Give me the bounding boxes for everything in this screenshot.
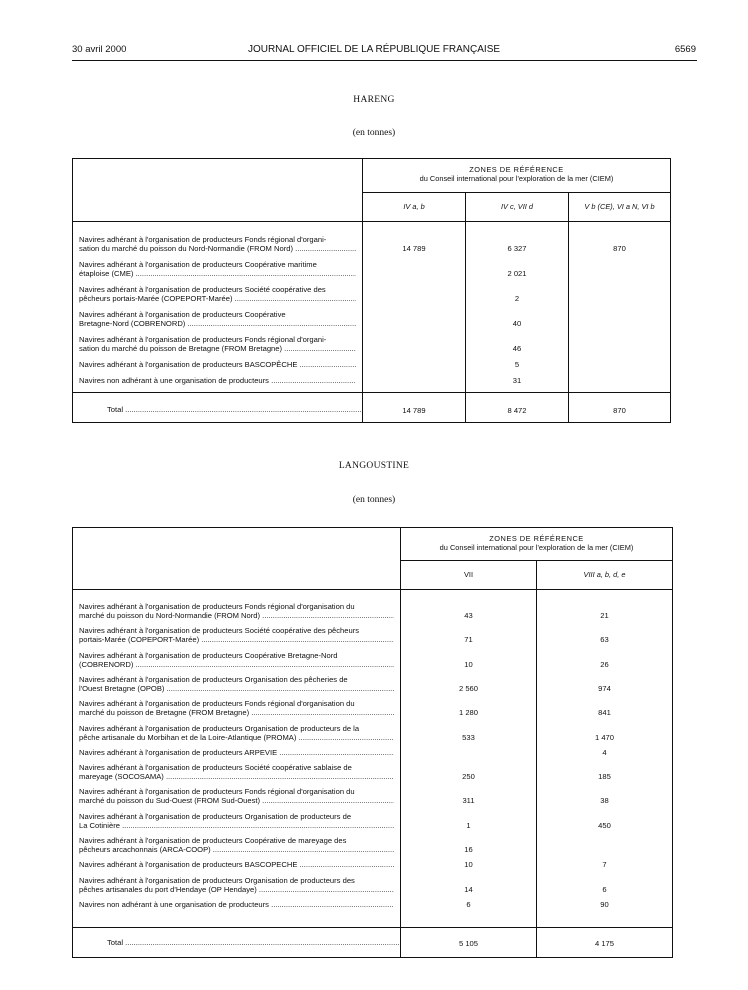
langoustine-row-label xyxy=(73,651,400,669)
langoustine-row-value: 14 xyxy=(464,884,473,894)
hareng-row-labels xyxy=(73,222,363,393)
hareng-row-label-line: Navires adhérant à l'organisation de producteurs Coopérative xyxy=(79,310,286,319)
hareng-row-label xyxy=(73,260,362,278)
hareng-table xyxy=(72,158,671,423)
header-rule xyxy=(72,60,697,61)
langoustine-row-label xyxy=(73,812,400,830)
hareng-row-label xyxy=(73,360,362,369)
langoustine-row-label-line: pêche artisanale du Morbihan et de la Loire-Atlantique (PROMA) ..... xyxy=(79,733,394,742)
langoustine-total-value: 5 105 xyxy=(401,928,537,958)
langoustine-total-value: 4 175 xyxy=(537,928,673,958)
langoustine-row-label-line: Navires adhérant à l'organisation de producteurs Fonds régional d'organisation du xyxy=(79,787,355,797)
langoustine-row-label xyxy=(73,763,400,781)
langoustine-row-value: 2 560 xyxy=(458,683,478,693)
langoustine-col-header: VIII a, b, d, e xyxy=(537,561,673,590)
hareng-row-label-line: Navires adhérant à l'organisation de producteurs Société coopérative des xyxy=(79,285,326,294)
hareng-row-value: 870 xyxy=(613,244,626,253)
langoustine-col-header: VII xyxy=(401,561,537,590)
hareng-row-label-line: Navires adhérant à l'organisation de producteurs Fonds régional d'organi- xyxy=(79,235,327,244)
langoustine-row-value: 4 xyxy=(602,747,607,757)
langoustine-row-label-line: La Cotinière ..... xyxy=(79,821,394,830)
langoustine-row-value: 16 xyxy=(464,845,473,854)
langoustine-row-label-line: Navires non adhérant à une organisation de producteurs ..... xyxy=(79,900,394,909)
hareng-col-header: V b (CE), VI a N, VI b xyxy=(569,193,671,222)
langoustine-row-label xyxy=(73,626,400,644)
hareng-row-label xyxy=(73,335,362,353)
hareng-col-header: IV a, b xyxy=(363,193,466,222)
hareng-row-value: 46 xyxy=(512,344,522,353)
langoustine-row-value: 974 xyxy=(598,683,611,693)
hareng-row-label-line: sation du marché du poisson du Nord-Normandie (FROM Nord) ..... xyxy=(79,244,356,253)
langoustine-row-value: 21 xyxy=(600,611,609,620)
langoustine-row-value: 533 xyxy=(462,732,475,742)
hareng-row-label-line: étaploise (CME) ..... xyxy=(79,269,356,278)
langoustine-row-value: 1 xyxy=(466,820,471,830)
langoustine-row-label-line: l'Ouest Bretagne (OPOB) ..... xyxy=(79,684,394,693)
langoustine-col-values xyxy=(537,590,673,928)
langoustine-row-label-line: marché du poisson du Sud-Ouest (FROM Sud-Ouest) ..... xyxy=(79,796,394,805)
langoustine-row-value: 1 280 xyxy=(458,708,478,718)
langoustine-row-label-line: Navires adhérant à l'organisation de producteurs Coopérative Bretagne-Nord xyxy=(79,650,338,660)
langoustine-row-value: 6 xyxy=(466,899,471,909)
hareng-row-label-line: pêcheurs portais-Marée (COPEPORT-Marée) ..... xyxy=(79,294,356,303)
langoustine-zones-title: ZONES DE RÉFÉRENCE xyxy=(489,534,584,543)
hareng-row-label xyxy=(73,376,362,385)
hareng-row-value: 5 xyxy=(514,360,520,369)
hareng-total-value: 8 472 xyxy=(466,393,569,423)
langoustine-table xyxy=(72,527,673,958)
langoustine-row-label-line: portais-Marée (COPEPORT-Marée) ..... xyxy=(79,635,394,644)
langoustine-row-label xyxy=(73,602,400,620)
langoustine-row-label-line: Navires adhérant à l'organisation de producteurs Organisation de producteurs de xyxy=(79,811,352,821)
hareng-col-values xyxy=(466,222,569,393)
langoustine-row-label-line: pêcheurs arcachonnais (ARCA-COOP) ..... xyxy=(79,845,394,854)
langoustine-row-value: 38 xyxy=(600,796,609,806)
langoustine-row-value: 450 xyxy=(598,820,611,830)
hareng-row-value: 6 327 xyxy=(507,244,527,253)
langoustine-row-label xyxy=(73,860,400,869)
langoustine-row-value: 311 xyxy=(462,796,475,806)
langoustine-row-label xyxy=(73,876,400,894)
langoustine-row-label xyxy=(73,787,400,805)
hareng-title: HARENG xyxy=(353,95,395,105)
langoustine-row-value: 10 xyxy=(464,659,473,669)
hareng-col-values xyxy=(363,222,466,393)
langoustine-row-value: 26 xyxy=(600,659,609,669)
hareng-total-value: 870 xyxy=(569,393,671,423)
hareng-col-values xyxy=(569,222,671,393)
hareng-row-label-line: sation du marché du poisson de Bretagne (FROM Bretagne) ..... xyxy=(79,344,356,353)
langoustine-zones-subtitle: du Conseil international pour l'exploration de la mer (CIEM) xyxy=(439,543,634,552)
hareng-row-label-line: Navires non adhérant à une organisation de producteurs ..... xyxy=(79,376,356,385)
langoustine-row-value: 6 xyxy=(602,884,607,894)
page-number: 6569 xyxy=(674,44,696,55)
langoustine-row-label xyxy=(73,900,400,909)
langoustine-row-value: 90 xyxy=(600,899,609,909)
langoustine-unit: (en tonnes) xyxy=(352,495,396,505)
langoustine-title: LANGOUSTINE xyxy=(338,461,410,471)
langoustine-row-label xyxy=(73,699,400,717)
langoustine-row-label-line: Navires adhérant à l'organisation de producteurs Société coopérative sablaise de xyxy=(79,763,352,773)
langoustine-row-label xyxy=(73,675,400,693)
langoustine-row-value: 1 470 xyxy=(595,732,615,742)
langoustine-zones-header xyxy=(401,528,673,561)
langoustine-row-label-line: Navires adhérant à l'organisation de producteurs Organisation de producteurs des xyxy=(79,875,355,885)
hareng-total-value: 14 789 xyxy=(363,393,466,423)
hareng-zones-header xyxy=(363,159,671,193)
langoustine-row-label-line: Navires adhérant à l'organisation de producteurs Fonds régional d'organisation du xyxy=(79,602,355,611)
langoustine-row-value: 7 xyxy=(602,860,607,870)
langoustine-row-value: 841 xyxy=(598,708,611,718)
hareng-row-label-line: Navires adhérant à l'organisation de producteurs Fonds régional d'organi- xyxy=(79,335,327,344)
langoustine-row-label-line: marché du poisson de Bretagne (FROM Bretagne) ..... xyxy=(79,708,394,717)
langoustine-row-label-line: Navires adhérant à l'organisation de producteurs BASCOPECHE ..... xyxy=(79,860,394,869)
langoustine-row-label xyxy=(73,836,400,854)
langoustine-row-label xyxy=(73,748,400,757)
hareng-row-label-line: Navires adhérant à l'organisation de producteurs BASCOPÊCHE ..... xyxy=(79,360,356,369)
hareng-row-value: 2 xyxy=(514,294,520,303)
langoustine-row-label-line: mareyage (SOCOSAMA) ..... xyxy=(79,772,394,781)
langoustine-total-label: Total ..... xyxy=(73,928,401,958)
langoustine-row-value: 185 xyxy=(598,772,611,782)
hareng-total-label: Total ..... xyxy=(73,393,363,423)
hareng-row-value: 31 xyxy=(512,376,522,385)
langoustine-row-value: 71 xyxy=(464,635,473,645)
header-title: JOURNAL OFFICIEL DE LA RÉPUBLIQUE FRANÇAISE xyxy=(247,44,501,55)
hareng-row-value: 2 021 xyxy=(507,269,527,278)
hareng-row-label xyxy=(73,235,362,253)
langoustine-row-value: 63 xyxy=(600,635,609,645)
hareng-col-header: IV c, VII d xyxy=(466,193,569,222)
hareng-row-label xyxy=(73,310,362,328)
hareng-row-label xyxy=(73,285,362,303)
langoustine-row-label-line: Navires adhérant à l'organisation de producteurs Coopérative de mareyage des xyxy=(79,836,347,845)
langoustine-row-label-line: pêches artisanales du port d'Hendaye (OP Hendaye) ..... xyxy=(79,885,394,894)
hareng-row-value: 14 789 xyxy=(402,244,426,253)
langoustine-row-value: 43 xyxy=(464,611,473,620)
hareng-row-label-line: Navires adhérant à l'organisation de producteurs Coopérative maritime xyxy=(79,260,317,269)
langoustine-row-value: 250 xyxy=(462,772,475,782)
hareng-row-value: 40 xyxy=(512,319,522,328)
hareng-row-label-line: Bretagne-Nord (COBRENORD) ..... xyxy=(79,319,356,328)
langoustine-row-value: 10 xyxy=(464,860,473,870)
hareng-unit: (en tonnes) xyxy=(352,128,396,138)
langoustine-row-labels xyxy=(73,590,401,928)
langoustine-row-label-line: Navires adhérant à l'organisation de producteurs ARPEVIE ..... xyxy=(79,748,394,757)
langoustine-row-label-line: (COBRENORD) ..... xyxy=(79,660,394,669)
langoustine-row-label xyxy=(73,724,400,742)
header-date: 30 avril 2000 xyxy=(72,44,127,55)
langoustine-row-label-line: Navires adhérant à l'organisation de producteurs Organisation des pêcheries de xyxy=(79,674,348,684)
langoustine-row-label-line: Navires adhérant à l'organisation de producteurs Organisation de producteurs de la xyxy=(79,723,360,733)
langoustine-row-label-line: Navires adhérant à l'organisation de producteurs Fonds régional d'organisation du xyxy=(79,699,355,709)
langoustine-row-label-line: Navires adhérant à l'organisation de producteurs Société coopérative des pêcheurs xyxy=(79,626,360,636)
hareng-zones-title: ZONES DE RÉFÉRENCE xyxy=(469,165,564,174)
langoustine-row-label-line: marché du poisson du Nord-Normandie (FROM Nord) ..... xyxy=(79,611,394,620)
langoustine-corner-cell xyxy=(73,528,401,590)
hareng-zones-subtitle: du Conseil international pour l'exploration de la mer (CIEM) xyxy=(419,174,614,183)
langoustine-col-values xyxy=(401,590,537,928)
hareng-corner-cell xyxy=(73,159,363,222)
